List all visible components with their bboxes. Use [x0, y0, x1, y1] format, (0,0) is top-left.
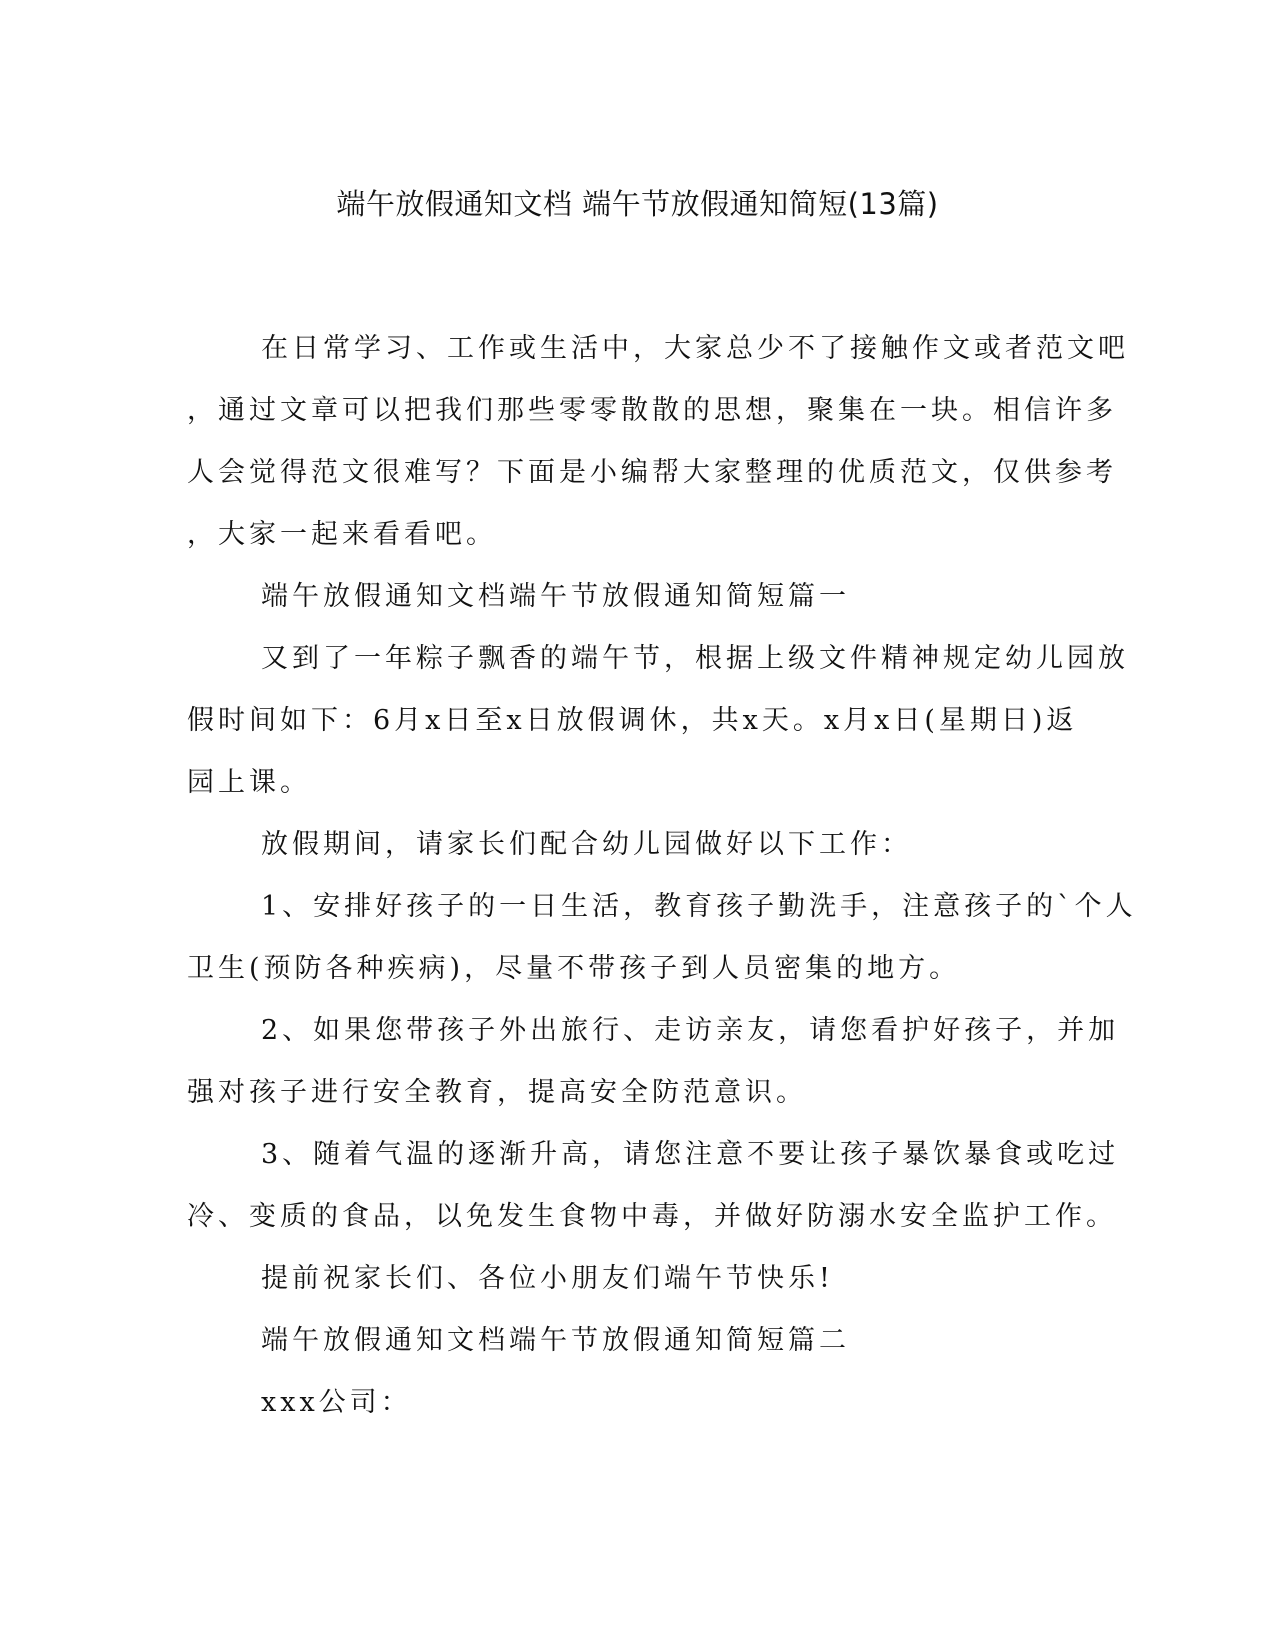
list-item-3-line-1: 3、随着气温的逐渐升高，请您注意不要让孩子暴饮暴食或吃过 [261, 1139, 1120, 1170]
paragraph-schedule-line-2: 假时间如下：6月x日至x日放假调休，共x天。x月x日(星期日)返 [187, 705, 1078, 736]
paragraph-intro-line-4: ，大家一起来看看吧。 [187, 519, 497, 550]
list-item-1-line-2: 卫生(预防各种疾病)，尽量不带孩子到人员密集的地方。 [187, 953, 961, 984]
section-heading-2: 端午放假通知文档端午节放假通知简短篇二 [261, 1325, 850, 1356]
list-item-2-line-1: 2、如果您带孩子外出旅行、走访亲友，请您看护好孩子，并加 [261, 1015, 1120, 1046]
paragraph-holiday-intro: 放假期间，请家长们配合幼儿园做好以下工作： [261, 829, 912, 860]
list-item-1-line-1: 1、安排好孩子的一日生活，教育孩子勤洗手，注意孩子的`个人 [261, 891, 1137, 922]
paragraph-intro-line-1: 在日常学习、工作或生活中，大家总少不了接触作文或者范文吧 [261, 333, 1129, 364]
list-item-3-line-2: 冷、变质的食品，以免发生食物中毒，并做好防溺水安全监护工作。 [187, 1201, 1117, 1232]
paragraph-schedule-line-1: 又到了一年粽子飘香的端午节，根据上级文件精神规定幼儿园放 [261, 643, 1129, 674]
section-heading-1: 端午放假通知文档端午节放假通知简短篇一 [261, 581, 850, 612]
paragraph-company-salutation: xxx公司： [261, 1387, 412, 1418]
paragraph-greeting: 提前祝家长们、各位小朋友们端午节快乐! [261, 1263, 834, 1294]
paragraph-schedule-line-3: 园上课。 [187, 767, 311, 798]
document-body [187, 318, 1137, 1434]
paragraph-intro-line-3: 人会觉得范文很难写？下面是小编帮大家整理的优质范文，仅供参考 [187, 457, 1117, 488]
list-item-2-line-2: 强对孩子进行安全教育，提高安全防范意识。 [187, 1077, 807, 1108]
paragraph-intro-line-2: ，通过文章可以把我们那些零零散散的思想，聚集在一块。相信许多 [187, 395, 1117, 426]
document-title: 端午放假通知文档 端午节放假通知简短(13篇) [336, 187, 939, 221]
